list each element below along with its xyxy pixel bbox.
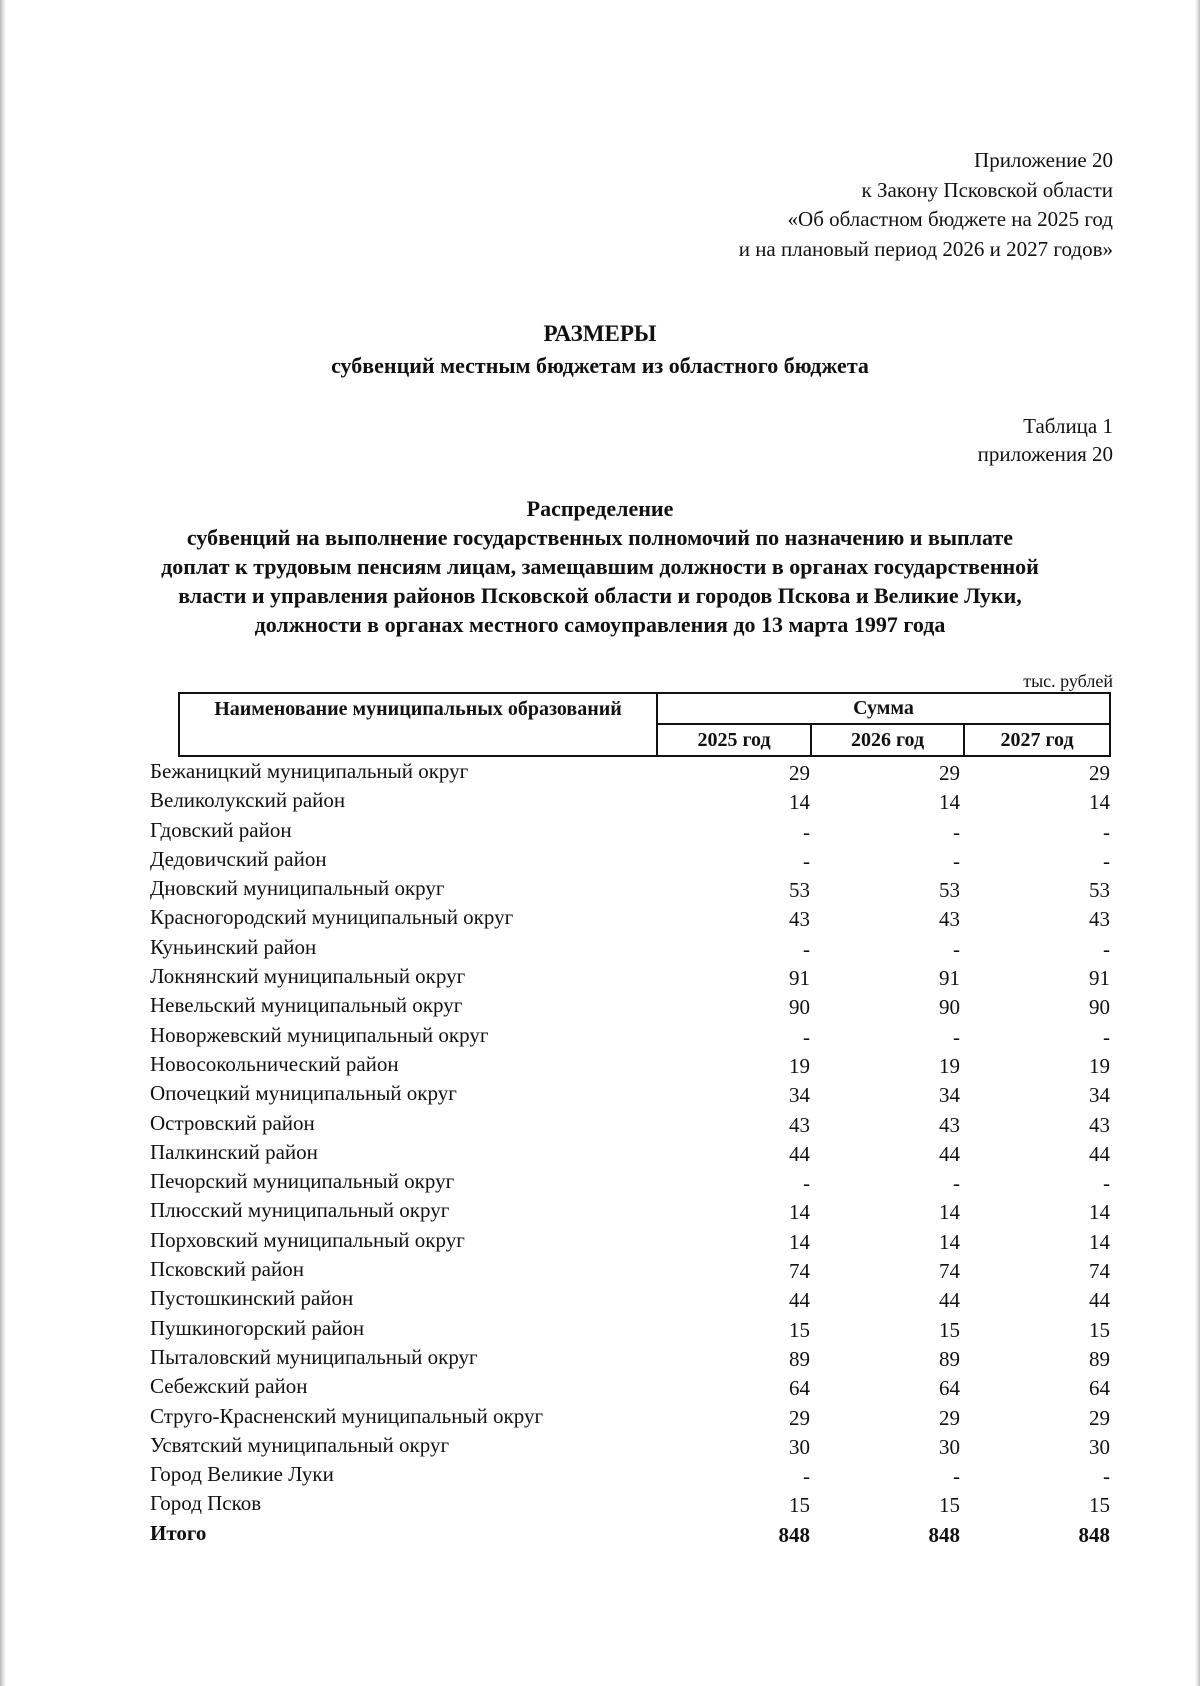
- row-name: Великолукский район: [150, 788, 346, 813]
- row-value-2027: -: [1103, 1464, 1110, 1489]
- table-row: [0, 1314, 1200, 1343]
- row-value-2027: 89: [1089, 1346, 1110, 1371]
- row-value-2025: -: [803, 1464, 810, 1489]
- row-value-2026: 90: [939, 995, 960, 1020]
- row-name: Гдовский район: [150, 817, 292, 842]
- row-value-2025: 14: [789, 1229, 810, 1254]
- table-row: [0, 933, 1200, 962]
- row-value-2026: -: [953, 936, 960, 961]
- row-value-2025: 74: [789, 1259, 810, 1284]
- row-value-2025: 43: [789, 907, 810, 932]
- table-heading-line: доплат к трудовым пенсиям лицам, замещавшим должности в органах государственной: [161, 554, 1039, 579]
- row-value-2026: 44: [939, 1288, 960, 1313]
- table-reference: [978, 412, 1113, 468]
- row-value-2026: 14: [939, 1229, 960, 1254]
- row-name: Пушкиногорский район: [150, 1315, 365, 1340]
- total-value-2027: 848: [1078, 1522, 1110, 1547]
- table-header: [178, 692, 1111, 757]
- table-row: [0, 1255, 1200, 1284]
- row-value-2027: 15: [1089, 1493, 1110, 1518]
- column-header-sum: Сумма: [658, 694, 1109, 725]
- total-label: Итого: [150, 1520, 207, 1545]
- table-row: [0, 1431, 1200, 1460]
- row-value-2025: 89: [789, 1346, 810, 1371]
- appendix-line: Приложение 20: [974, 148, 1113, 172]
- table-row: [0, 1460, 1200, 1489]
- row-value-2025: -: [803, 848, 810, 873]
- row-name: Дедовичский район: [150, 846, 327, 871]
- document-heading: [0, 318, 1200, 382]
- row-value-2026: 44: [939, 1141, 960, 1166]
- table-row: [0, 1109, 1200, 1138]
- row-value-2026: 15: [939, 1317, 960, 1342]
- total-value-2025: 848: [778, 1522, 810, 1547]
- row-value-2026: -: [953, 848, 960, 873]
- row-name: Островский район: [150, 1110, 315, 1135]
- table-row: [0, 845, 1200, 874]
- row-value-2026: 30: [939, 1434, 960, 1459]
- row-value-2027: 29: [1089, 1405, 1110, 1430]
- row-value-2027: 15: [1089, 1317, 1110, 1342]
- row-value-2025: 15: [789, 1493, 810, 1518]
- row-name: Город Великие Луки: [150, 1462, 334, 1487]
- row-value-2025: 44: [789, 1288, 810, 1313]
- row-name: Локнянский муниципальный округ: [150, 964, 466, 989]
- table-row: [0, 1196, 1200, 1225]
- table-row: [0, 1226, 1200, 1255]
- table-row: [0, 816, 1200, 845]
- table-reference-line: приложения 20: [977, 442, 1113, 466]
- table-row: [0, 1402, 1200, 1431]
- row-value-2027: -: [1103, 1171, 1110, 1196]
- row-value-2026: 29: [939, 761, 960, 785]
- row-value-2027: 53: [1089, 878, 1110, 903]
- table-heading-line: власти и управления районов Псковской области и городов Пскова и Великие Луки,: [178, 583, 1022, 608]
- row-name: Новосокольнический район: [150, 1051, 399, 1076]
- row-value-2027: 90: [1089, 995, 1110, 1020]
- row-value-2025: 19: [789, 1053, 810, 1078]
- table-total-row: [0, 1519, 1200, 1548]
- appendix-line: «Об областном бюджете на 2025 год: [787, 207, 1113, 231]
- row-name: Плюсский муниципальный округ: [150, 1198, 450, 1223]
- row-value-2025: 29: [789, 1405, 810, 1430]
- total-value-2026: 848: [928, 1522, 960, 1547]
- document-title: РАЗМЕРЫ: [543, 321, 657, 346]
- units-label: тыс. рублей: [1023, 671, 1113, 691]
- row-name: Невельский муниципальный округ: [150, 993, 463, 1018]
- table-row: [0, 1021, 1200, 1050]
- row-value-2027: -: [1103, 1024, 1110, 1049]
- row-value-2025: 29: [789, 761, 810, 785]
- table-row: [0, 757, 1200, 786]
- row-name: Усвятский муниципальный округ: [150, 1432, 450, 1457]
- table-row: [0, 786, 1200, 815]
- row-value-2026: 91: [939, 966, 960, 991]
- row-name: Печорский муниципальный округ: [150, 1169, 455, 1194]
- row-value-2025: 34: [789, 1083, 810, 1108]
- row-name: Палкинский район: [150, 1139, 318, 1164]
- row-value-2027: 44: [1089, 1141, 1110, 1166]
- row-name: Себежский район: [150, 1374, 308, 1399]
- row-name: Порховский муниципальный округ: [150, 1227, 465, 1252]
- table-row: [0, 1489, 1200, 1518]
- table-body: [0, 757, 1200, 1548]
- row-value-2025: 44: [789, 1141, 810, 1166]
- row-value-2026: -: [953, 1024, 960, 1049]
- row-value-2027: -: [1103, 848, 1110, 873]
- row-value-2025: 91: [789, 966, 810, 991]
- row-value-2027: 29: [1089, 761, 1110, 785]
- row-value-2026: 74: [939, 1259, 960, 1284]
- row-value-2026: 29: [939, 1405, 960, 1430]
- table-row: [0, 1372, 1200, 1401]
- row-value-2026: -: [953, 1171, 960, 1196]
- row-name: Бежаницкий муниципальный округ: [150, 759, 469, 783]
- row-value-2025: -: [803, 819, 810, 844]
- table-row: [0, 962, 1200, 991]
- table-reference-line: Таблица 1: [1023, 414, 1113, 438]
- row-value-2025: -: [803, 1024, 810, 1049]
- row-value-2026: 15: [939, 1493, 960, 1518]
- table-row: [0, 1079, 1200, 1108]
- row-value-2027: 14: [1089, 1200, 1110, 1225]
- row-value-2027: -: [1103, 819, 1110, 844]
- row-value-2027: 44: [1089, 1288, 1110, 1313]
- row-name: Псковский район: [150, 1257, 304, 1282]
- row-value-2025: -: [803, 1171, 810, 1196]
- row-value-2027: 34: [1089, 1083, 1110, 1108]
- row-value-2026: 43: [939, 907, 960, 932]
- row-value-2027: 91: [1089, 966, 1110, 991]
- appendix-block: [739, 146, 1113, 264]
- document-subtitle: субвенций местным бюджетам из областного бюджета: [331, 353, 869, 378]
- row-value-2026: 89: [939, 1346, 960, 1371]
- row-value-2025: 43: [789, 1112, 810, 1137]
- row-value-2025: 53: [789, 878, 810, 903]
- row-value-2027: 64: [1089, 1376, 1110, 1401]
- table-heading-line: субвенций на выполнение государственных полномочий по назначению и выплате: [186, 525, 1014, 550]
- appendix-line: и на плановый период 2026 и 2027 годов»: [738, 236, 1113, 261]
- row-name: Дновский муниципальный округ: [150, 876, 445, 901]
- row-value-2025: 64: [789, 1376, 810, 1401]
- row-value-2027: 74: [1089, 1259, 1110, 1284]
- row-value-2027: 43: [1089, 1112, 1110, 1137]
- table-row: [0, 903, 1200, 932]
- row-value-2026: 53: [939, 878, 960, 903]
- appendix-line: к Закону Псковской области: [861, 177, 1113, 202]
- table-heading: [0, 494, 1200, 639]
- row-value-2025: 14: [789, 1200, 810, 1225]
- row-value-2027: 43: [1089, 907, 1110, 932]
- row-value-2027: 14: [1089, 1229, 1110, 1254]
- row-value-2026: 14: [939, 790, 960, 815]
- table-heading-line: должности в органах местного самоуправления до 13 марта 1997 года: [254, 612, 946, 637]
- column-header-2025: 2025 год: [658, 725, 812, 755]
- column-header-name: Наименование муниципальных образований: [180, 694, 658, 755]
- table-row: [0, 1284, 1200, 1313]
- row-value-2026: 14: [939, 1200, 960, 1225]
- row-name: Красногородский муниципальный округ: [150, 905, 514, 930]
- table-row: [0, 1167, 1200, 1196]
- row-value-2025: 14: [789, 790, 810, 815]
- row-name: Пыталовский муниципальный округ: [150, 1344, 478, 1369]
- row-name: Пустошкинский район: [150, 1286, 354, 1311]
- table-row: [0, 1050, 1200, 1079]
- column-header-2027: 2027 год: [1000, 729, 1074, 751]
- row-value-2025: 15: [789, 1317, 810, 1342]
- row-name: Струго-Красненский муниципальный округ: [150, 1403, 544, 1428]
- row-name: Опочецкий муниципальный округ: [150, 1081, 457, 1106]
- table-row: [0, 1343, 1200, 1372]
- row-value-2025: 30: [789, 1434, 810, 1459]
- row-name: Куньинский район: [150, 934, 317, 959]
- row-value-2026: 34: [939, 1083, 960, 1108]
- row-value-2026: 64: [939, 1376, 960, 1401]
- row-value-2025: -: [803, 936, 810, 961]
- row-value-2025: 90: [789, 995, 810, 1020]
- row-value-2027: 19: [1089, 1053, 1110, 1078]
- row-value-2026: 19: [939, 1053, 960, 1078]
- table-row: [0, 1138, 1200, 1167]
- column-header-2026: 2026 год: [812, 725, 965, 755]
- row-value-2026: 43: [939, 1112, 960, 1137]
- row-value-2026: -: [953, 1464, 960, 1489]
- row-value-2027: 30: [1089, 1434, 1110, 1459]
- row-value-2026: -: [953, 819, 960, 844]
- table-heading-title: Распределение: [526, 496, 674, 521]
- row-name: Новоржевский муниципальный округ: [150, 1022, 489, 1047]
- row-name: Город Псков: [150, 1491, 262, 1516]
- row-value-2027: -: [1103, 936, 1110, 961]
- table-row: [0, 991, 1200, 1020]
- row-value-2027: 14: [1089, 790, 1110, 815]
- table-row: [0, 874, 1200, 903]
